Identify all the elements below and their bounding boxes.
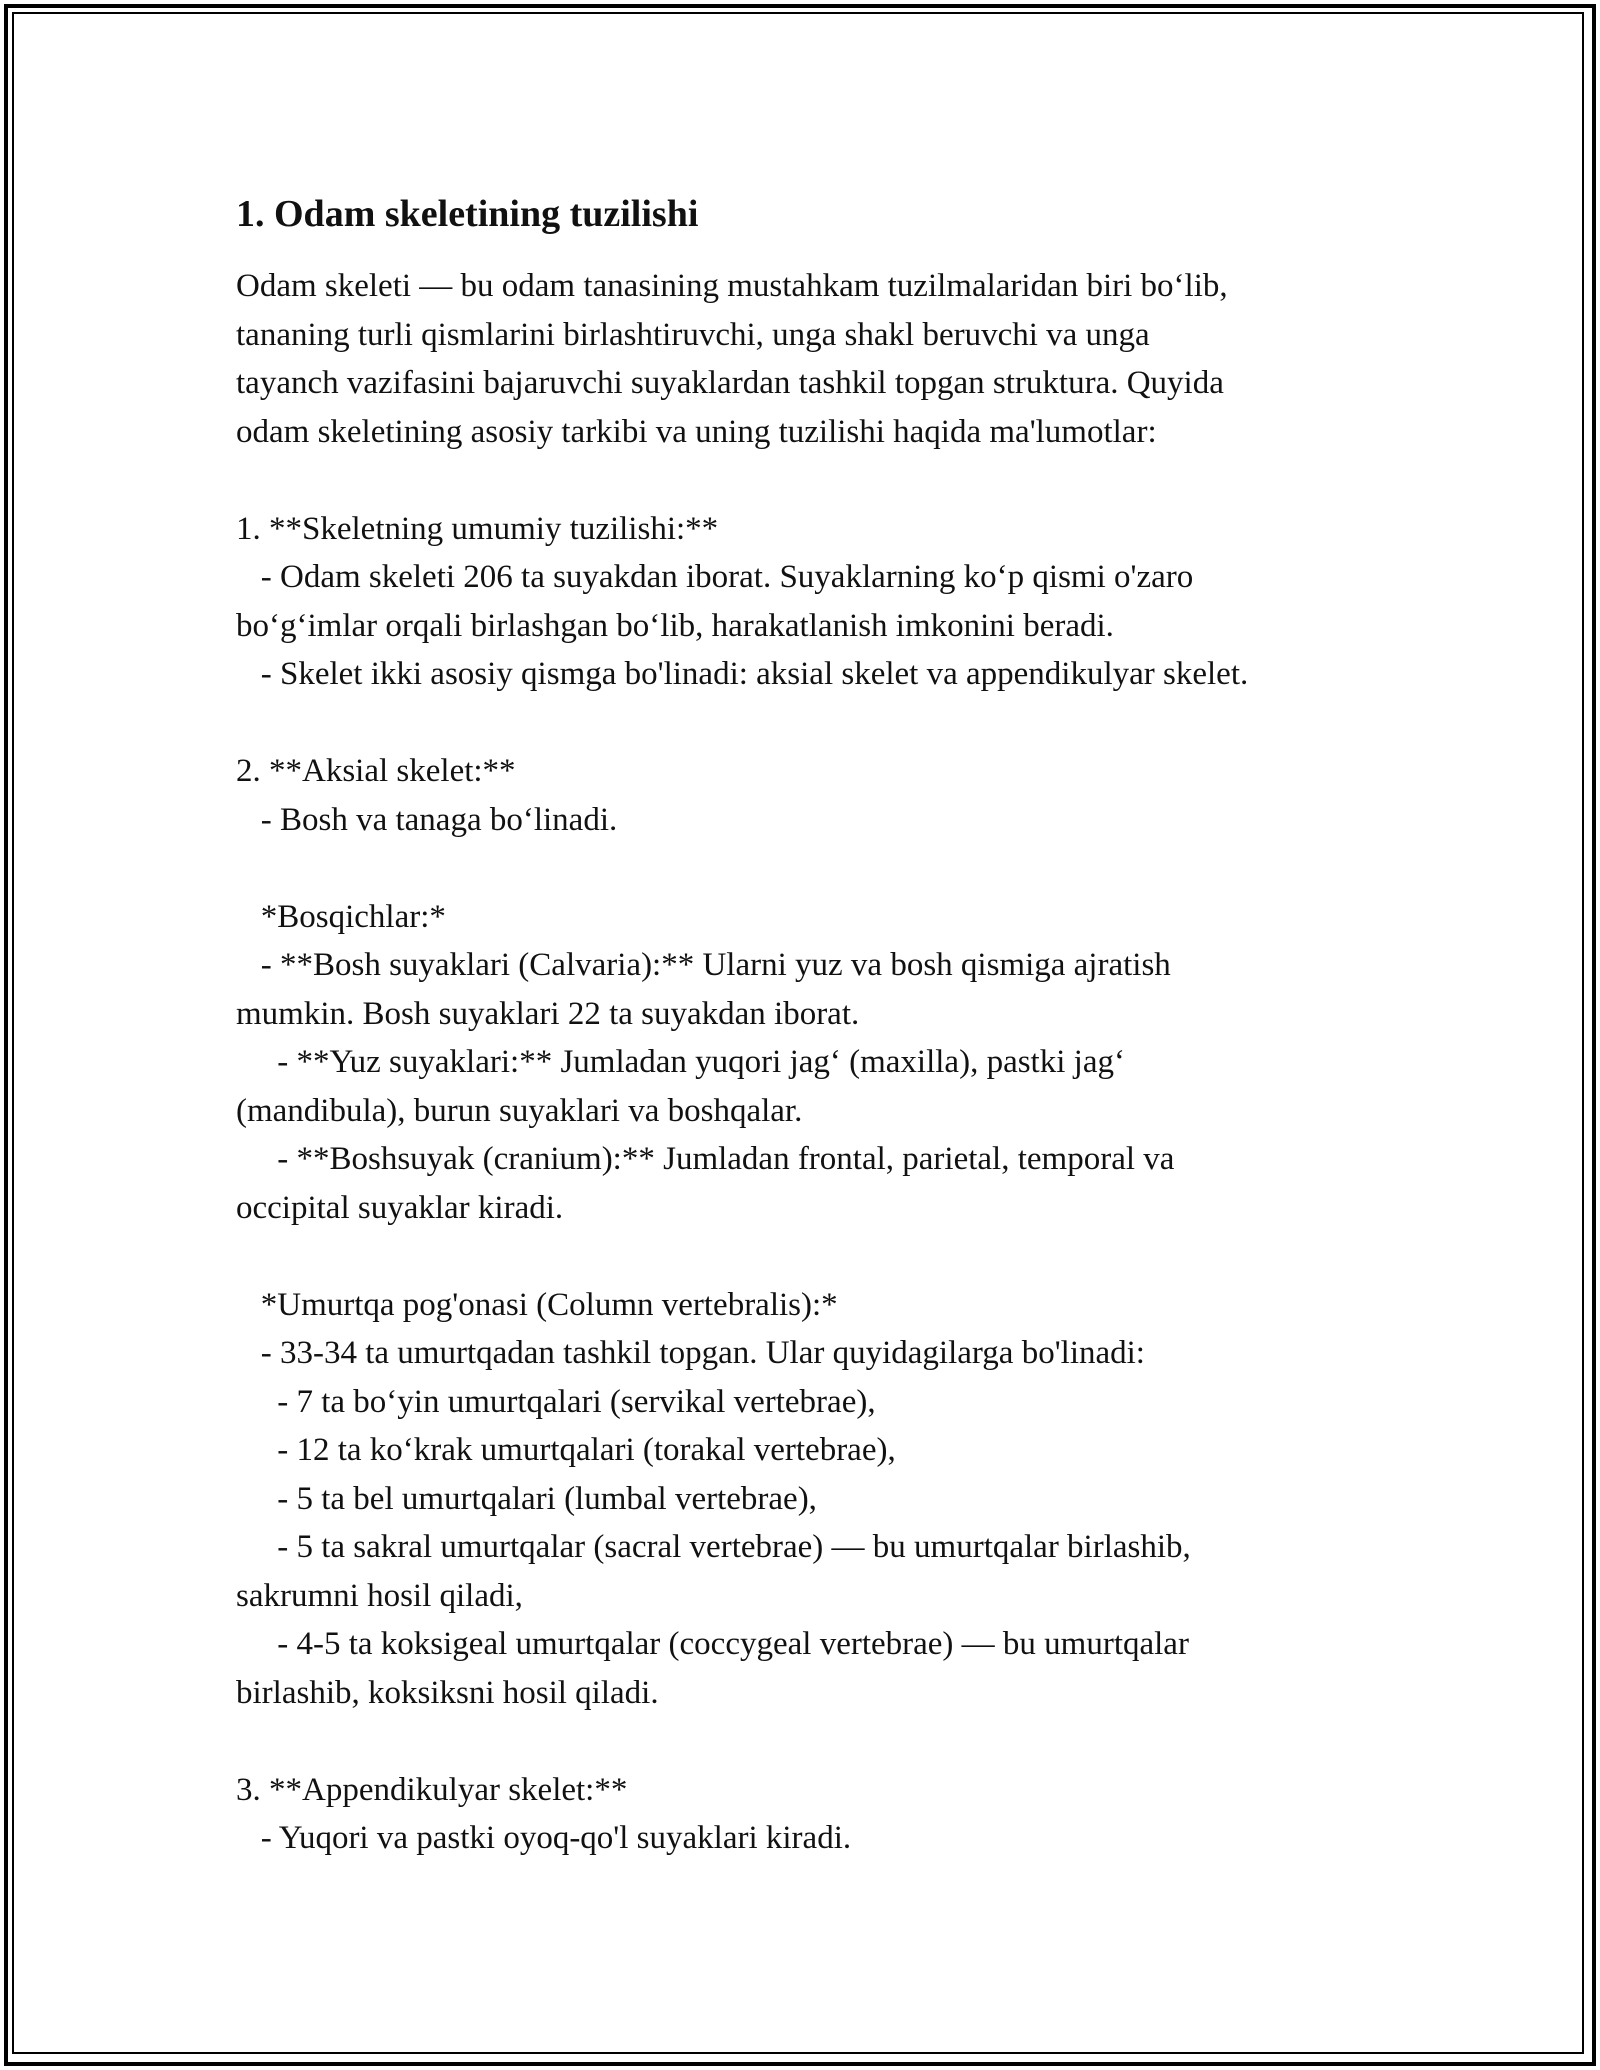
blank-line <box>236 699 1386 748</box>
text-line: 1. **Skeletning umumiy tuzilishi:** <box>236 510 719 547</box>
text-line: - **Boshsuyak (cranium):** Jumladan frontal, parietal, temporal va <box>236 1141 1175 1177</box>
text-line: - 7 ta bo‘yin umurtqalari (servikal vertebrae), <box>236 1383 876 1420</box>
text-line: bo‘g‘imlar orqali birlashgan bo‘lib, harakatlanish imkonini beradi. <box>236 607 1114 644</box>
text-line: birlashib, koksiksni hosil qiladi. <box>236 1674 659 1711</box>
document-content <box>236 190 1386 1863</box>
text-line: - **Yuz suyaklari:** Jumladan yuqori jag‘ (maxilla), pastki jag‘ <box>236 1044 1125 1080</box>
text-line: sakrumni hosil qiladi, <box>236 1577 523 1614</box>
text-line: 3. **Appendikulyar skelet:** <box>236 1771 628 1808</box>
document-body <box>236 262 1386 1863</box>
text-line: *Bosqichlar:* <box>236 898 446 935</box>
blank-line <box>236 456 1386 505</box>
text-line: - 4-5 ta koksigeal umurtqalar (coccygeal vertebrae) — bu umurtqalar <box>236 1626 1189 1662</box>
text-line: - Yuqori va pastki oyoq-qo'l suyaklari kiradi. <box>236 1820 852 1856</box>
document-title: 1. Odam skeletining tuzilishi <box>236 193 699 235</box>
blank-line <box>236 844 1386 893</box>
text-line: occipital suyaklar kiradi. <box>236 1189 564 1226</box>
text-line: - Skelet ikki asosiy qismga bo'linadi: aksial skelet va appendikulyar skelet. <box>236 656 1249 692</box>
text-line: tananing turli qismlarini birlashtiruvchi, unga shakl beruvchi va unga <box>236 316 1150 353</box>
text-line: (mandibula), burun suyaklari va boshqalar. <box>236 1092 803 1129</box>
text-line: Odam skeleti — bu odam tanasining mustahkam tuzilmalaridan biri bo‘lib, <box>236 268 1228 304</box>
text-line: - 5 ta bel umurtqalari (lumbal vertebrae), <box>236 1480 817 1517</box>
text-line: - 5 ta sakral umurtqalar (sacral vertebrae) — bu umurtqalar birlashib, <box>236 1529 1191 1565</box>
blank-line <box>236 1717 1386 1766</box>
text-line: odam skeletining asosiy tarkibi va uning tuzilishi haqida ma'lumotlar: <box>236 413 1157 450</box>
text-line: - 33-34 ta umurtqadan tashkil topgan. Ular quyidagilarga bo'linadi: <box>236 1335 1145 1371</box>
text-line: 2. **Aksial skelet:** <box>236 753 516 789</box>
text-line: - 12 ta ko‘krak umurtqalari (torakal vertebrae), <box>236 1432 896 1468</box>
text-line: tayanch vazifasini bajaruvchi suyaklardan tashkil topgan struktura. Quyida <box>236 365 1224 401</box>
text-line: - Bosh va tanaga bo‘linadi. <box>236 801 618 838</box>
text-line: *Umurtqa pog'onasi (Column vertebralis):* <box>236 1286 838 1323</box>
text-line: - **Bosh suyaklari (Calvaria):** Ularni yuz va bosh qismiga ajratish <box>236 947 1171 983</box>
text-line: - Odam skeleti 206 ta suyakdan iborat. Suyaklarning ko‘p qismi o'zaro <box>236 559 1194 595</box>
text-line: mumkin. Bosh suyaklari 22 ta suyakdan iborat. <box>236 995 860 1032</box>
blank-line <box>236 1232 1386 1281</box>
